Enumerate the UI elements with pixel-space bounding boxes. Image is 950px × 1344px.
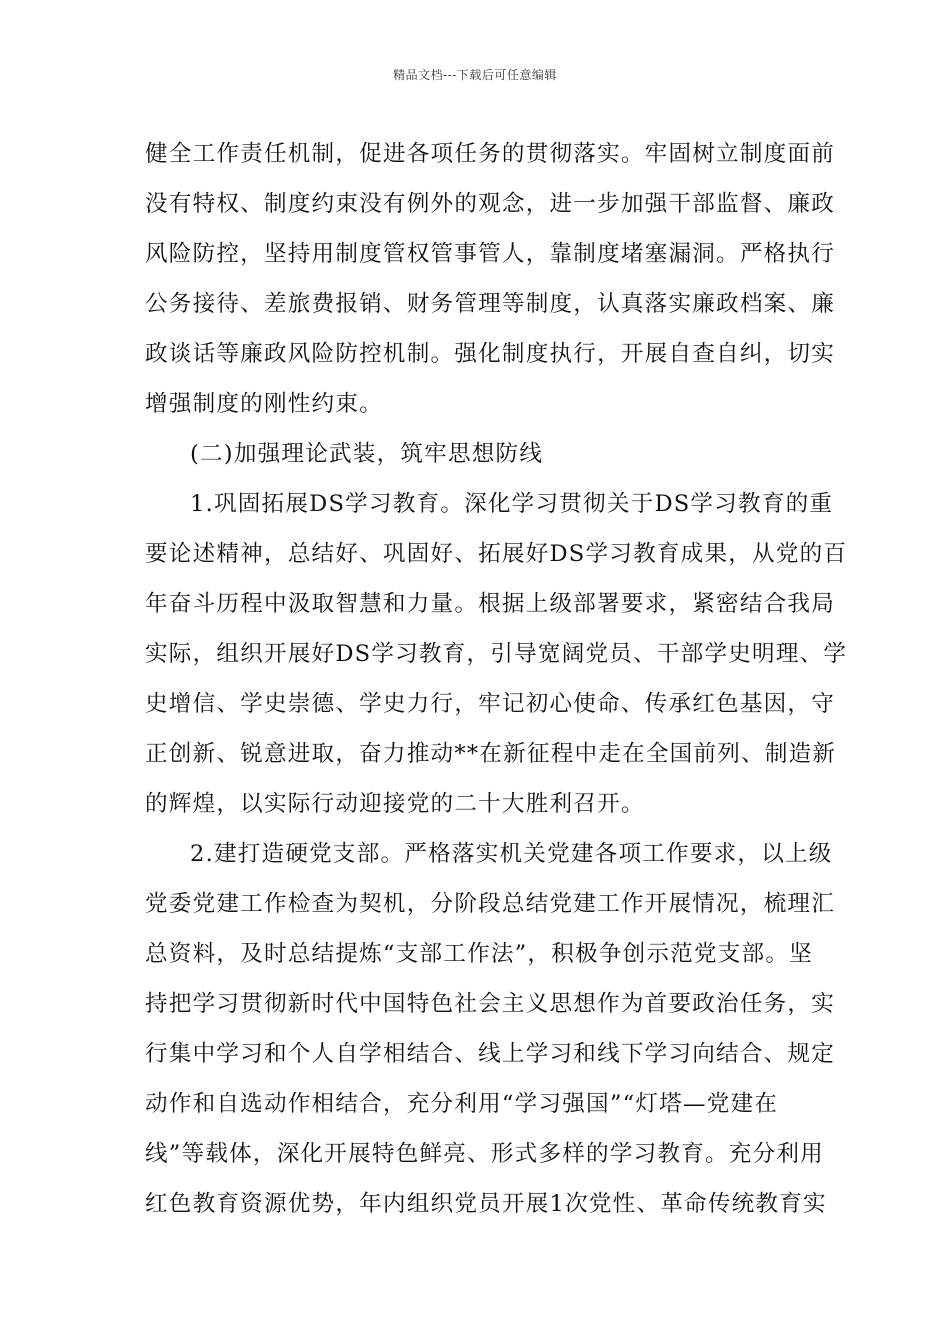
page-header: 精品文档---下载后可任意编辑 — [393, 68, 557, 82]
text-line: 持把学习贯彻新时代中国特色社会主义思想作为首要政治任务，实 — [145, 991, 836, 1017]
text-line: (二)加强理论武装，筑牢思想防线 — [190, 441, 544, 467]
text-line: 公务接待、差旅费报销、财务管理等制度，认真落实廉政档案、廉 — [145, 291, 836, 317]
text-line: 要论述精神，总结好、巩固好、拓展好DS学习教育成果，从党的百 — [145, 541, 848, 567]
text-line: 政谈话等廉政风险防控机制。强化制度执行，开展自查自纠，切实 — [145, 341, 836, 367]
text-line: 1.巩固拓展DS学习教育。深化学习贯彻关于DS学习教育的重 — [190, 491, 834, 517]
text-line: 2.建打造硬党支部。严格落实机关党建各项工作要求，以上级 — [190, 841, 833, 867]
text-line: 党委党建工作检查为契机，分阶段总结党建工作开展情况，梳理汇 — [145, 891, 836, 917]
text-line: 行集中学习和个人自学相结合、线上学习和线下学习向结合、规定 — [145, 1041, 836, 1067]
text-line: 风险防控，坚持用制度管权管事管人，靠制度堵塞漏洞。严格执行 — [145, 241, 836, 267]
text-line: 线”等载体，深化开展特色鲜亮、形式多样的学习教育。充分利用 — [145, 1141, 824, 1167]
document-body — [145, 129, 848, 1229]
text-line: 健全工作责任机制，促进各项任务的贯彻落实。牢固树立制度面前 — [145, 141, 836, 167]
text-line: 增强制度的刚性约束。 — [145, 391, 383, 417]
text-line: 红色教育资源优势，年内组织党员开展1次党性、革命传统教育实 — [145, 1191, 827, 1217]
text-line: 史增信、学史崇德、学史力行，牢记初心使命、传承红色基因，守 — [145, 691, 836, 717]
text-line: 没有特权、制度约束没有例外的观念，进一步加强干部监督、廉政 — [145, 191, 836, 217]
text-line: 正创新、锐意进取，奋力推动**在新征程中走在全国前列、制造新 — [145, 741, 837, 767]
text-line: 总资料，及时总结提炼“支部工作法”，积极争创示范党支部。坚 — [145, 941, 813, 967]
text-line: 年奋斗历程中汲取智慧和力量。根据上级部署要求，紧密结合我局 — [145, 591, 836, 617]
text-line: 实际，组织开展好DS学习教育，引导宽阔党员、干部学史明理、学 — [145, 641, 848, 667]
text-line: 的辉煌，以实际行动迎接党的二十大胜利召开。 — [145, 791, 645, 817]
text-line: 动作和自选动作相结合，充分利用“学习强国”“灯塔—党建在 — [145, 1091, 779, 1117]
